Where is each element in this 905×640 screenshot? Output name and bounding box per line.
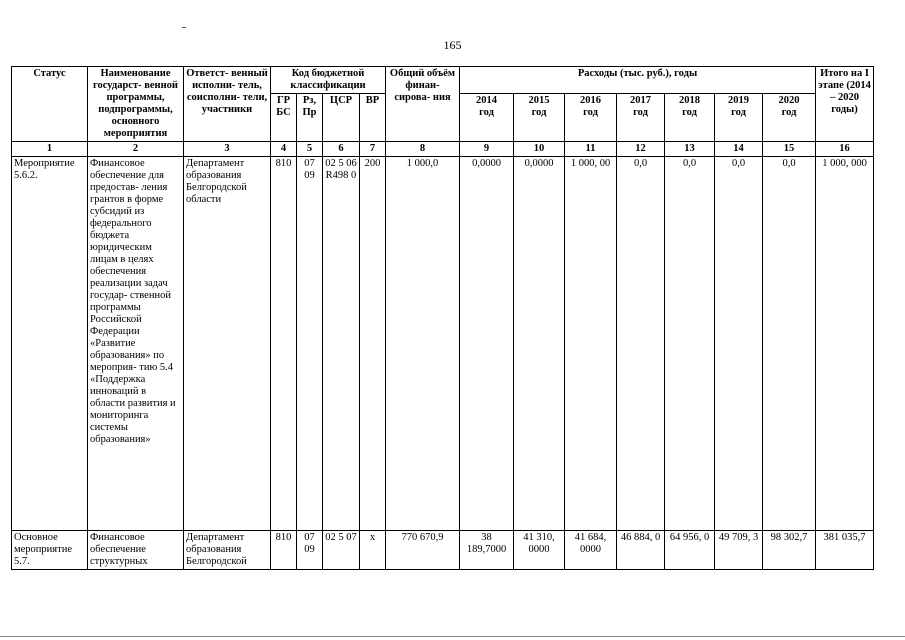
header-budget-code: Код бюджетной классификации	[271, 67, 386, 94]
row-y2019: 0,0	[715, 157, 763, 531]
column-number: 3	[184, 142, 271, 157]
header-year-2020: 2020 год	[763, 94, 816, 142]
row-y2017: 46 884, 0	[617, 531, 665, 570]
row-y2016: 1 000, 00	[565, 157, 617, 531]
row-y2019: 49 709, 3	[715, 531, 763, 570]
column-number: 10	[514, 142, 565, 157]
row-stage-total: 381 035,7	[816, 531, 874, 570]
row-stage-total: 1 000, 000	[816, 157, 874, 531]
header-rzpr: Рз, Пр	[297, 94, 323, 142]
header-vr: ВР	[360, 94, 386, 142]
row-y2017: 0,0	[617, 157, 665, 531]
row-name: Финансовое обеспечение структурных	[88, 531, 184, 570]
row-grbs: 810	[271, 157, 297, 531]
header-year-2019: 2019 год	[715, 94, 763, 142]
row-responsible: Департамент образования Белгородской области	[184, 157, 271, 531]
row-y2014: 0,0000	[460, 157, 514, 531]
row-y2020: 0,0	[763, 157, 816, 531]
header-name: Наименование государст- венной программы, подпрограммы, основного мероприятия	[88, 67, 184, 142]
row-y2014: 38 189,7000	[460, 531, 514, 570]
header-year-2016: 2016 год	[565, 94, 617, 142]
header-year-2018: 2018 год	[665, 94, 715, 142]
row-vr: х	[360, 531, 386, 570]
row-y2020: 98 302,7	[763, 531, 816, 570]
column-number: 14	[715, 142, 763, 157]
column-number: 8	[386, 142, 460, 157]
page-bottom-rule	[0, 636, 905, 637]
row-grbs: 810	[271, 531, 297, 570]
header-expenses: Расходы (тыс. руб.), годы	[460, 67, 816, 94]
header-year-2014: 2014 год	[460, 94, 514, 142]
column-number: 9	[460, 142, 514, 157]
header-responsible: Ответст- венный исполни- тель, соисполни- тели, участники	[184, 67, 271, 142]
row-rzpr: 07 09	[297, 531, 323, 570]
row-status: Мероприятие 5.6.2.	[12, 157, 88, 531]
row-total: 1 000,0	[386, 157, 460, 531]
row-vr: 200	[360, 157, 386, 531]
column-number: 4	[271, 142, 297, 157]
column-number-row	[12, 142, 874, 157]
row-csr: 02 5 06 R498 0	[323, 157, 360, 531]
column-number: 6	[323, 142, 360, 157]
header-year-2015: 2015 год	[514, 94, 565, 142]
column-number: 15	[763, 142, 816, 157]
row-name: Финансовое обеспечение для предостав- ления грантов в форме субсидий из федерального бюджета юридическим лицам в целях обеспечения реализации задач государ- ственной программы Российской Федерации «Развитие образования» по мероприя- тию 5.4 «Поддержка инноваций в области развития и мониторинга системы образования»	[88, 157, 184, 531]
header-year-2017: 2017 год	[617, 94, 665, 142]
header-csr: ЦСР	[323, 94, 360, 142]
budget-table	[11, 66, 874, 570]
row-total: 770 670,9	[386, 531, 460, 570]
column-number: 5	[297, 142, 323, 157]
column-number: 16	[816, 142, 874, 157]
row-y2018: 64 956, 0	[665, 531, 715, 570]
header-status: Статус	[12, 67, 88, 142]
row-csr: 02 5 07	[323, 531, 360, 570]
row-y2018: 0,0	[665, 157, 715, 531]
table-row	[12, 531, 874, 570]
header-total-volume: Общий объём финан- сирова- ния	[386, 67, 460, 142]
page-number: 165	[443, 38, 462, 52]
column-number: 13	[665, 142, 715, 157]
row-y2015: 41 310, 0000	[514, 531, 565, 570]
column-number: 1	[12, 142, 88, 157]
column-number: 12	[617, 142, 665, 157]
row-y2015: 0,0000	[514, 157, 565, 531]
column-number: 11	[565, 142, 617, 157]
column-number: 2	[88, 142, 184, 157]
row-status: Основное мероприятие 5.7.	[12, 531, 88, 570]
scan-mark	[182, 27, 186, 28]
row-rzpr: 07 09	[297, 157, 323, 531]
row-y2016: 41 684, 0000	[565, 531, 617, 570]
header-stage-total: Итого на I этапе (2014 – 2020 годы)	[816, 67, 874, 142]
table-row	[12, 157, 874, 531]
column-number: 7	[360, 142, 386, 157]
header-grbs: ГР БС	[271, 94, 297, 142]
row-responsible: Департамент образования Белгородской	[184, 531, 271, 570]
